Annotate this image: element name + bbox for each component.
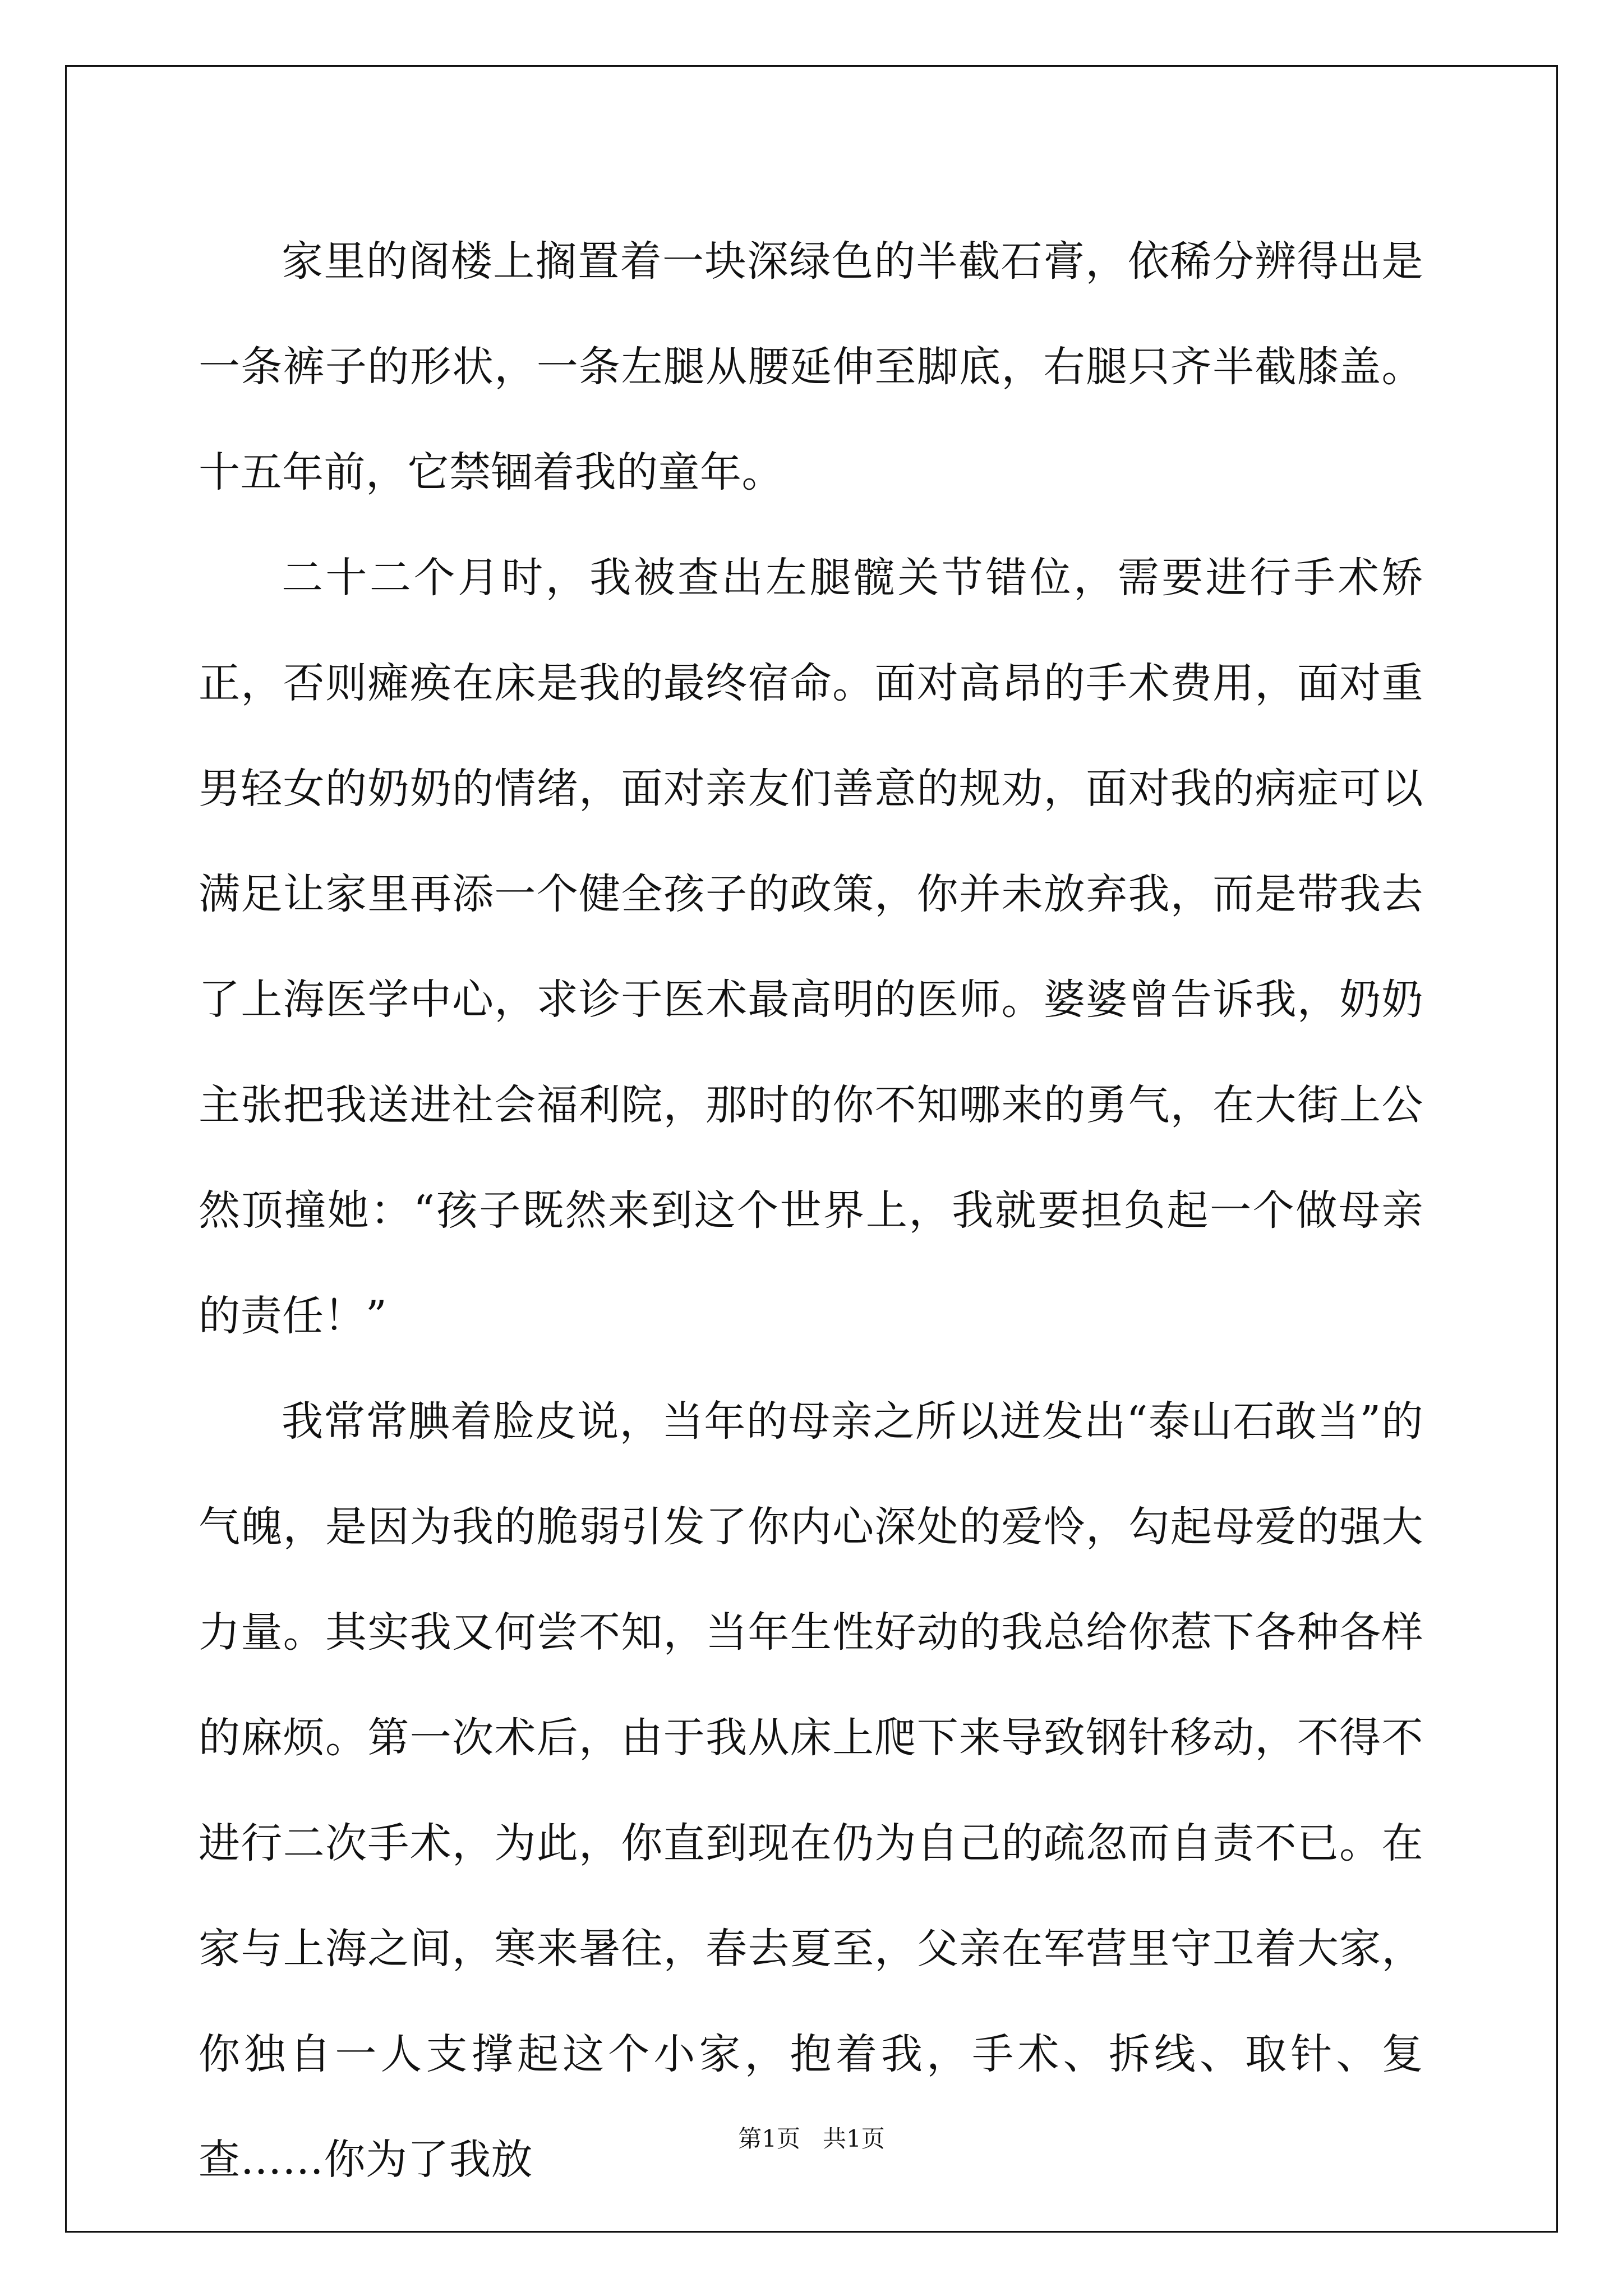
paragraph-3: 我常常腆着脸皮说，当年的母亲之所以迸发出“泰山石敢当”的气魄，是因为我的脆弱引发了你内心深处的爱怜，勾起母爱的强大力量。其实我又何尝不知，当年生性好动的我总给你惹下各种各样的麻烦。第一次术后，由于我从床上爬下来导致钢针移动，不得不进行二次手术，为此，你直到现在仍为自己的疏忽而自责不已。在家与上海之间，寒来暑往，春去夏至，父亲在军营里守卫着大家，你独自一人支撑起这个小家，抱着我，手术、拆线、取针、复查……你为了我放	[199, 1397, 1423, 2184]
document-body	[199, 209, 1423, 2212]
paragraph-2: 二十二个月时，我被查出左腿髋关节错位，需要进行手术矫正，否则瘫痪在床是我的最终宿命。面对高昂的手术费用，面对重男轻女的奶奶的情绪，面对亲友们善意的规劝，面对我的病症可以满足让家里再添一个健全孩子的政策，你并未放弃我，而是带我去了上海医学中心，求诊于医术最高明的医师。婆婆曾告诉我，奶奶主张把我送进社会福利院，那时的你不知哪来的勇气，在大街上公然顶撞她：“孩子既然来到这个世界上，我就要担负起一个做母亲的责任！”	[199, 554, 1423, 1340]
paragraph-1: 家里的阁楼上搁置着一块深绿色的半截石膏，依稀分辨得出是一条裤子的形状，一条左腿从腰延伸至脚底，右腿只齐半截膝盖。十五年前，它禁锢着我的童年。	[199, 237, 1423, 496]
page-footer: 第1页 共1页	[738, 2125, 885, 2152]
